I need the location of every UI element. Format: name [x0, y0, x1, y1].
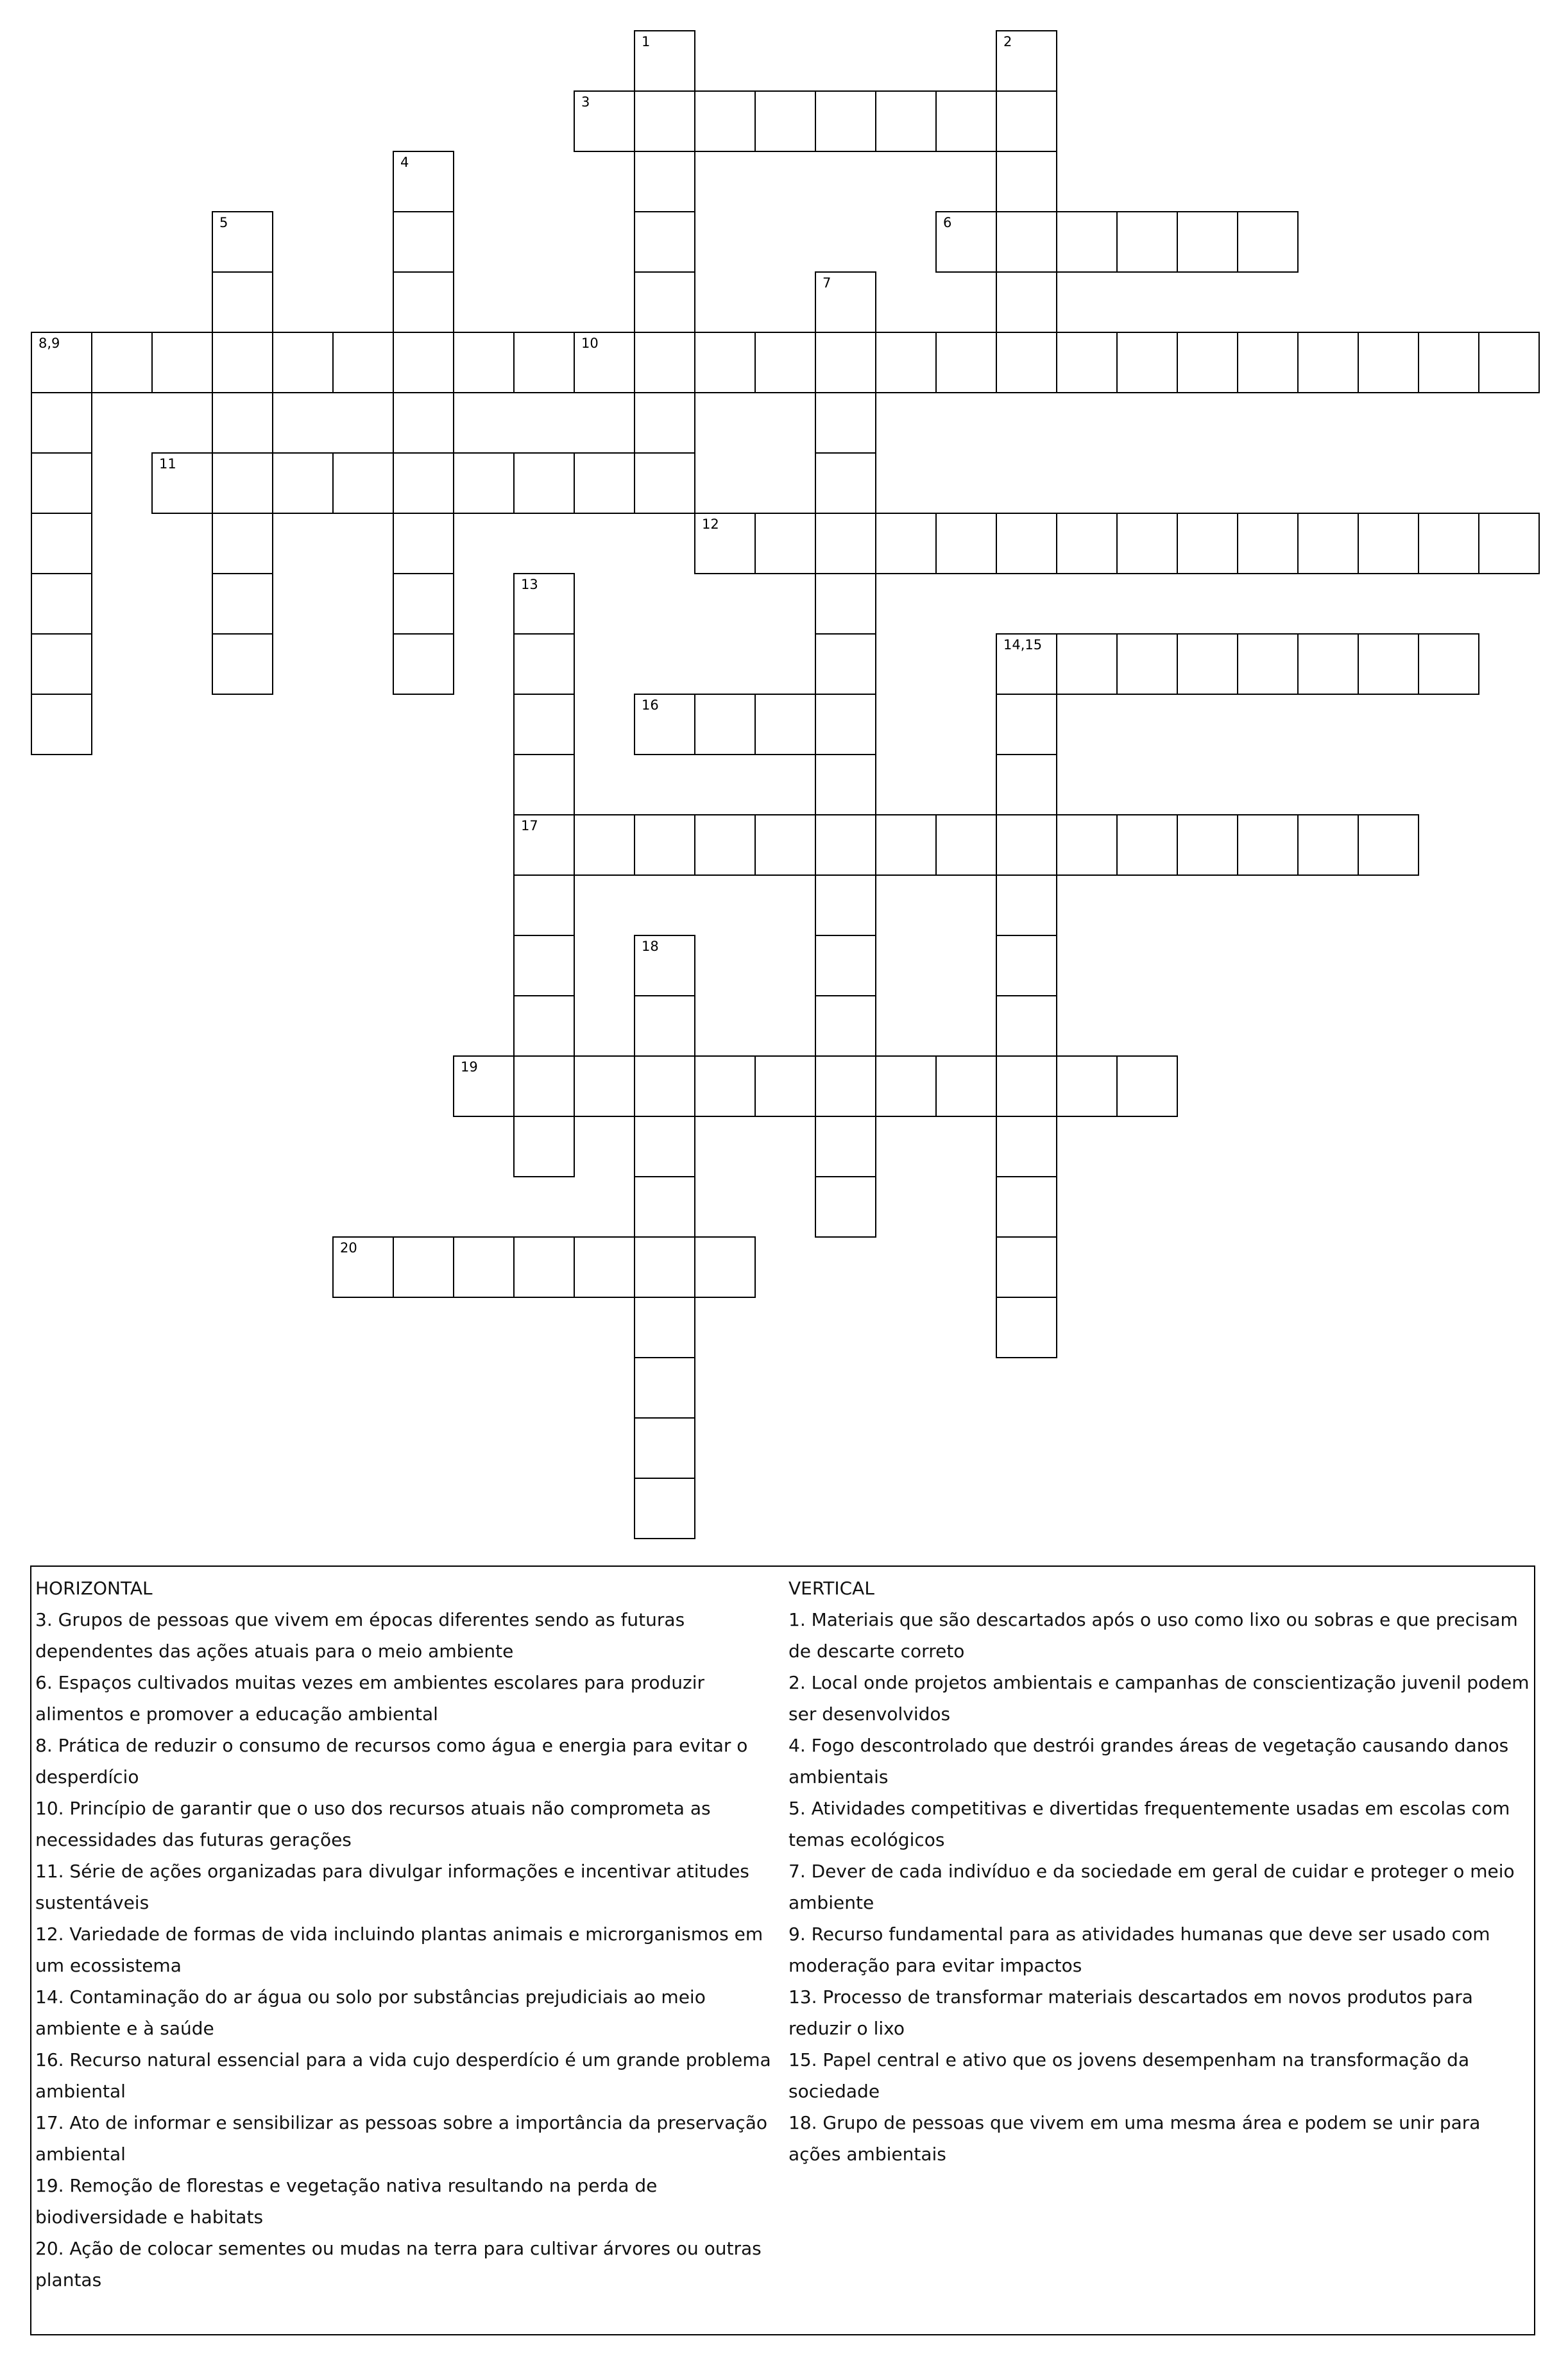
crossword-cell[interactable] — [815, 633, 876, 695]
crossword-cell[interactable] — [1358, 513, 1419, 574]
crossword-cell[interactable] — [875, 332, 937, 393]
crossword-cell[interactable] — [754, 1055, 816, 1117]
crossword-cell[interactable] — [815, 332, 876, 393]
crossword-cell[interactable] — [754, 814, 816, 876]
crossword-cell[interactable] — [634, 935, 695, 996]
vertical-clues-title: VERTICAL — [788, 1578, 874, 1599]
crossword-cell[interactable] — [754, 694, 816, 755]
crossword-cell[interactable] — [996, 1055, 1057, 1117]
horizontal-clues-title: HORIZONTAL — [35, 1578, 153, 1599]
crossword-cell[interactable] — [513, 754, 575, 815]
crossword-cell[interactable] — [634, 271, 695, 333]
crossword-cell[interactable] — [393, 452, 454, 514]
clue-h-6: 6. Espaços cultivados muitas vezes em ambientes escolares para produzir alimentos e promover a educação ambiental — [35, 1672, 705, 1725]
crossword-cell[interactable] — [31, 513, 92, 574]
crossword-cell[interactable] — [815, 1176, 876, 1238]
crossword-cell[interactable] — [393, 513, 454, 574]
crossword-cell[interactable] — [634, 1236, 695, 1298]
crossword-cell[interactable] — [935, 814, 997, 876]
crossword-cell[interactable] — [1056, 1055, 1118, 1117]
crossword-cell[interactable] — [634, 1116, 695, 1177]
clue-number: 19 — [461, 1059, 478, 1075]
crossword-cell[interactable] — [513, 1236, 575, 1298]
crossword-cell[interactable] — [1418, 332, 1479, 393]
clue-h-19: 19. Remoção de florestas e vegetação nativa resultando na perda de biodiversidade e habitats — [35, 2175, 658, 2228]
crossword-cell[interactable] — [151, 452, 213, 514]
crossword-cell[interactable] — [996, 1176, 1057, 1238]
crossword-cell[interactable] — [1237, 332, 1299, 393]
crossword-cell[interactable] — [513, 573, 575, 635]
crossword-cell[interactable] — [393, 1236, 454, 1298]
crossword-cell[interactable] — [513, 633, 575, 695]
crossword-cell[interactable] — [634, 211, 695, 273]
crossword-cell[interactable] — [332, 452, 394, 514]
crossword-cell[interactable] — [996, 513, 1057, 574]
crossword-cell[interactable] — [513, 332, 575, 393]
crossword-cell[interactable] — [996, 332, 1057, 393]
clue-number: 17 — [521, 818, 538, 833]
clue-number: 3 — [581, 94, 590, 110]
clues-box — [30, 1565, 1535, 2335]
clue-h-3: 3. Grupos de pessoas que vivem em épocas diferentes sendo as futuras dependentes das ações atuais para o meio ambiente — [35, 1609, 685, 1662]
crossword-cell[interactable] — [996, 30, 1057, 92]
clue-h-12: 12. Variedade de formas de vida incluindo plantas animais e microrganismos em um ecossistema — [35, 1924, 763, 1976]
clue-number: 11 — [159, 456, 176, 472]
crossword-cell[interactable] — [815, 452, 876, 514]
crossword-cell[interactable] — [332, 1236, 394, 1298]
clue-h-14: 14. Contaminação do ar água ou solo por substâncias prejudiciais ao meio ambiente e à saúde — [35, 1986, 706, 2039]
crossword-cell[interactable] — [996, 694, 1057, 755]
crossword-cell[interactable] — [815, 814, 876, 876]
crossword-cell[interactable] — [815, 874, 876, 936]
crossword-cell[interactable] — [634, 1176, 695, 1238]
crossword-cell[interactable] — [634, 694, 695, 755]
crossword-cell[interactable] — [574, 332, 635, 393]
crossword-cell[interactable] — [815, 754, 876, 815]
crossword-cell[interactable] — [754, 90, 816, 152]
clue-number: 18 — [642, 939, 659, 954]
crossword-cell[interactable] — [1177, 332, 1238, 393]
crossword-cell[interactable] — [694, 694, 756, 755]
crossword-cell[interactable] — [151, 332, 213, 393]
crossword-cell[interactable] — [1297, 633, 1359, 695]
crossword-cell[interactable] — [694, 1236, 756, 1298]
crossword-cell[interactable] — [212, 633, 273, 695]
clue-v-4: 4. Fogo descontrolado que destrói grandes áreas de vegetação causando danos ambientais — [788, 1735, 1509, 1787]
crossword-cell[interactable] — [694, 814, 756, 876]
crossword-cell[interactable] — [996, 995, 1057, 1057]
crossword-cell[interactable] — [1358, 633, 1419, 695]
crossword-cell[interactable] — [513, 1116, 575, 1177]
crossword-cell[interactable] — [996, 90, 1057, 152]
crossword-cell[interactable] — [815, 90, 876, 152]
crossword-cell[interactable] — [875, 814, 937, 876]
crossword-cell[interactable] — [996, 633, 1057, 695]
crossword-cell[interactable] — [815, 573, 876, 635]
clue-h-8: 8. Prática de reduzir o consumo de recursos como água e energia para evitar o desperdício — [35, 1735, 748, 1787]
crossword-cell[interactable] — [272, 452, 334, 514]
clue-v-5: 5. Atividades competitivas e divertidas frequentemente usadas em escolas com temas ecológicos — [788, 1798, 1510, 1850]
crossword-cell[interactable] — [935, 1055, 997, 1117]
crossword-cell[interactable] — [1358, 814, 1419, 876]
crossword-cell[interactable] — [31, 573, 92, 635]
crossword-cell[interactable] — [634, 452, 695, 514]
crossword-cell[interactable] — [634, 1478, 695, 1539]
crossword-cell[interactable] — [1237, 814, 1299, 876]
crossword-cell[interactable] — [754, 513, 816, 574]
clue-number: 6 — [943, 215, 952, 230]
crossword-cell[interactable] — [634, 814, 695, 876]
crossword-cell[interactable] — [574, 1055, 635, 1117]
crossword-cell[interactable] — [393, 271, 454, 333]
crossword-cell[interactable] — [453, 452, 515, 514]
crossword-cell[interactable] — [1478, 332, 1540, 393]
crossword-cell[interactable] — [754, 332, 816, 393]
crossword-cell[interactable] — [1297, 332, 1359, 393]
crossword-cell[interactable] — [815, 1055, 876, 1117]
crossword-cell[interactable] — [1297, 513, 1359, 574]
crossword-cell[interactable] — [574, 90, 635, 152]
crossword-cell[interactable] — [1418, 513, 1479, 574]
crossword-cell[interactable] — [393, 332, 454, 393]
clue-v-13: 13. Processo de transformar materiais descartados em novos produtos para reduzir o lixo — [788, 1986, 1473, 2039]
crossword-cell[interactable] — [815, 392, 876, 454]
clue-number: 2 — [1003, 34, 1012, 49]
crossword-cell[interactable] — [1056, 332, 1118, 393]
crossword-cell[interactable] — [815, 995, 876, 1057]
crossword-cell[interactable] — [634, 151, 695, 212]
crossword-cell[interactable] — [1056, 211, 1118, 273]
crossword-cell[interactable] — [574, 814, 635, 876]
crossword-cell[interactable] — [513, 935, 575, 996]
clue-number: 8,9 — [38, 336, 60, 351]
crossword-cell[interactable] — [31, 392, 92, 454]
clue-h-16: 16. Recurso natural essencial para a vida cujo desperdício é um grande problema ambiental — [35, 2049, 771, 2102]
crossword-cell[interactable] — [1358, 332, 1419, 393]
vertical-clues-column — [788, 1573, 1533, 2170]
crossword-cell[interactable] — [212, 513, 273, 574]
crossword-cell[interactable] — [393, 211, 454, 273]
crossword-cell[interactable] — [996, 1236, 1057, 1298]
crossword-cell[interactable] — [935, 513, 997, 574]
crossword-cell[interactable] — [212, 392, 273, 454]
clue-h-11: 11. Série de ações organizadas para divulgar informações e incentivar atitudes sustentáveis — [35, 1861, 749, 1913]
crossword-cell[interactable] — [1237, 633, 1299, 695]
crossword-cell[interactable] — [1177, 814, 1238, 876]
crossword-cell[interactable] — [1116, 814, 1178, 876]
crossword-cell[interactable] — [996, 211, 1057, 273]
crossword-cell[interactable] — [634, 1297, 695, 1358]
crossword-cell[interactable] — [574, 1236, 635, 1298]
clue-number: 7 — [822, 275, 831, 291]
crossword-cell[interactable] — [634, 1055, 695, 1117]
crossword-cell[interactable] — [634, 30, 695, 92]
crossword-cell[interactable] — [634, 1417, 695, 1479]
crossword-cell[interactable] — [996, 874, 1057, 936]
crossword-cell[interactable] — [694, 90, 756, 152]
crossword-cell[interactable] — [935, 332, 997, 393]
crossword-cell[interactable] — [634, 392, 695, 454]
crossword-cell[interactable] — [1177, 633, 1238, 695]
crossword-cell[interactable] — [513, 995, 575, 1057]
crossword-cell[interactable] — [634, 1357, 695, 1419]
crossword-cell[interactable] — [453, 1055, 515, 1117]
crossword-cell[interactable] — [634, 995, 695, 1057]
clue-h-17: 17. Ato de informar e sensibilizar as pessoas sobre a importância da preservação ambiental — [35, 2112, 768, 2165]
crossword-cell[interactable] — [935, 211, 997, 273]
crossword-cell[interactable] — [1056, 633, 1118, 695]
crossword-cell[interactable] — [31, 332, 92, 393]
crossword-cell[interactable] — [935, 90, 997, 152]
crossword-cell[interactable] — [1116, 211, 1178, 273]
crossword-cell[interactable] — [31, 452, 92, 514]
crossword-cell[interactable] — [996, 271, 1057, 333]
crossword-cell[interactable] — [694, 332, 756, 393]
crossword-cell[interactable] — [1116, 513, 1178, 574]
crossword-cell[interactable] — [815, 271, 876, 333]
crossword-cell[interactable] — [875, 90, 937, 152]
crossword-cell[interactable] — [1116, 1055, 1178, 1117]
crossword-cell[interactable] — [996, 935, 1057, 996]
crossword-cell[interactable] — [1478, 513, 1540, 574]
crossword-cell[interactable] — [1116, 332, 1178, 393]
crossword-cell[interactable] — [212, 271, 273, 333]
crossword-cell[interactable] — [1056, 814, 1118, 876]
clue-number: 20 — [340, 1240, 357, 1256]
clue-h-20: 20. Ação de colocar sementes ou mudas na terra para cultivar árvores ou outras plantas — [35, 2238, 762, 2290]
crossword-cell[interactable] — [212, 332, 273, 393]
crossword-cell[interactable] — [1177, 211, 1238, 273]
crossword-cell[interactable] — [996, 814, 1057, 876]
crossword-cell[interactable] — [996, 754, 1057, 815]
clue-v-15: 15. Papel central e ativo que os jovens desempenham na transformação da sociedade — [788, 2049, 1470, 2102]
crossword-cell[interactable] — [31, 694, 92, 755]
clue-number: 14,15 — [1003, 637, 1043, 653]
crossword-cell[interactable] — [513, 874, 575, 936]
clue-v-2: 2. Local onde projetos ambientais e campanhas de conscientização juvenil podem ser desenvolvidos — [788, 1672, 1530, 1725]
crossword-cell[interactable] — [393, 573, 454, 635]
crossword-cell[interactable] — [393, 151, 454, 212]
crossword-cell[interactable] — [212, 573, 273, 635]
crossword-cell[interactable] — [91, 332, 153, 393]
crossword-cell[interactable] — [453, 1236, 515, 1298]
crossword-cell[interactable] — [1237, 211, 1299, 273]
crossword-cell[interactable] — [332, 332, 394, 393]
crossword-cell[interactable] — [815, 513, 876, 574]
crossword-cell[interactable] — [1177, 513, 1238, 574]
clue-v-7: 7. Dever de cada indivíduo e da sociedade em geral de cuidar e proteger o meio ambiente — [788, 1861, 1515, 1913]
crossword-cell[interactable] — [453, 332, 515, 393]
crossword-cell[interactable] — [996, 1297, 1057, 1358]
clue-v-9: 9. Recurso fundamental para as atividades humanas que deve ser usado com moderação para evitar impactos — [788, 1924, 1490, 1976]
crossword-cell[interactable] — [1418, 633, 1479, 695]
clue-h-10: 10. Princípio de garantir que o uso dos recursos atuais não comprometa as necessidades das futuras gerações — [35, 1798, 711, 1850]
crossword-cell[interactable] — [694, 1055, 756, 1117]
crossword-cell[interactable] — [694, 513, 756, 574]
crossword-cell[interactable] — [634, 90, 695, 152]
clue-number: 1 — [642, 34, 651, 49]
clue-number: 5 — [219, 215, 228, 230]
crossword-cell[interactable] — [875, 513, 937, 574]
crossword-cell[interactable] — [212, 452, 273, 514]
crossword-cell[interactable] — [212, 211, 273, 273]
crossword-cell[interactable] — [996, 1116, 1057, 1177]
clue-number: 4 — [400, 155, 409, 170]
crossword-cell[interactable] — [513, 694, 575, 755]
crossword-cell[interactable] — [393, 633, 454, 695]
crossword-cell[interactable] — [815, 1116, 876, 1177]
crossword-cell[interactable] — [31, 633, 92, 695]
crossword-cell[interactable] — [875, 1055, 937, 1117]
crossword-cell[interactable] — [1056, 513, 1118, 574]
crossword-cell[interactable] — [634, 332, 695, 393]
clue-number: 16 — [642, 697, 659, 713]
clue-v-18: 18. Grupo de pessoas que vivem em uma mesma área e podem se unir para ações ambientais — [788, 2112, 1481, 2165]
crossword-cell[interactable] — [1237, 513, 1299, 574]
crossword-cell[interactable] — [513, 452, 575, 514]
crossword-cell[interactable] — [815, 694, 876, 755]
crossword-cell[interactable] — [1297, 814, 1359, 876]
crossword-cell[interactable] — [272, 332, 334, 393]
crossword-cell[interactable] — [1116, 633, 1178, 695]
crossword-cell[interactable] — [996, 151, 1057, 212]
clue-number: 13 — [521, 577, 538, 592]
crossword-cell[interactable] — [815, 935, 876, 996]
crossword-cell[interactable] — [513, 814, 575, 876]
crossword-cell[interactable] — [574, 452, 635, 514]
clue-v-1: 1. Materiais que são descartados após o uso como lixo ou sobras e que precisam de descarte correto — [788, 1609, 1518, 1662]
crossword-cell[interactable] — [393, 392, 454, 454]
clue-number: 12 — [702, 516, 719, 532]
horizontal-clues-column — [35, 1573, 780, 2296]
clue-number: 10 — [581, 336, 599, 351]
crossword-cell[interactable] — [513, 1055, 575, 1117]
